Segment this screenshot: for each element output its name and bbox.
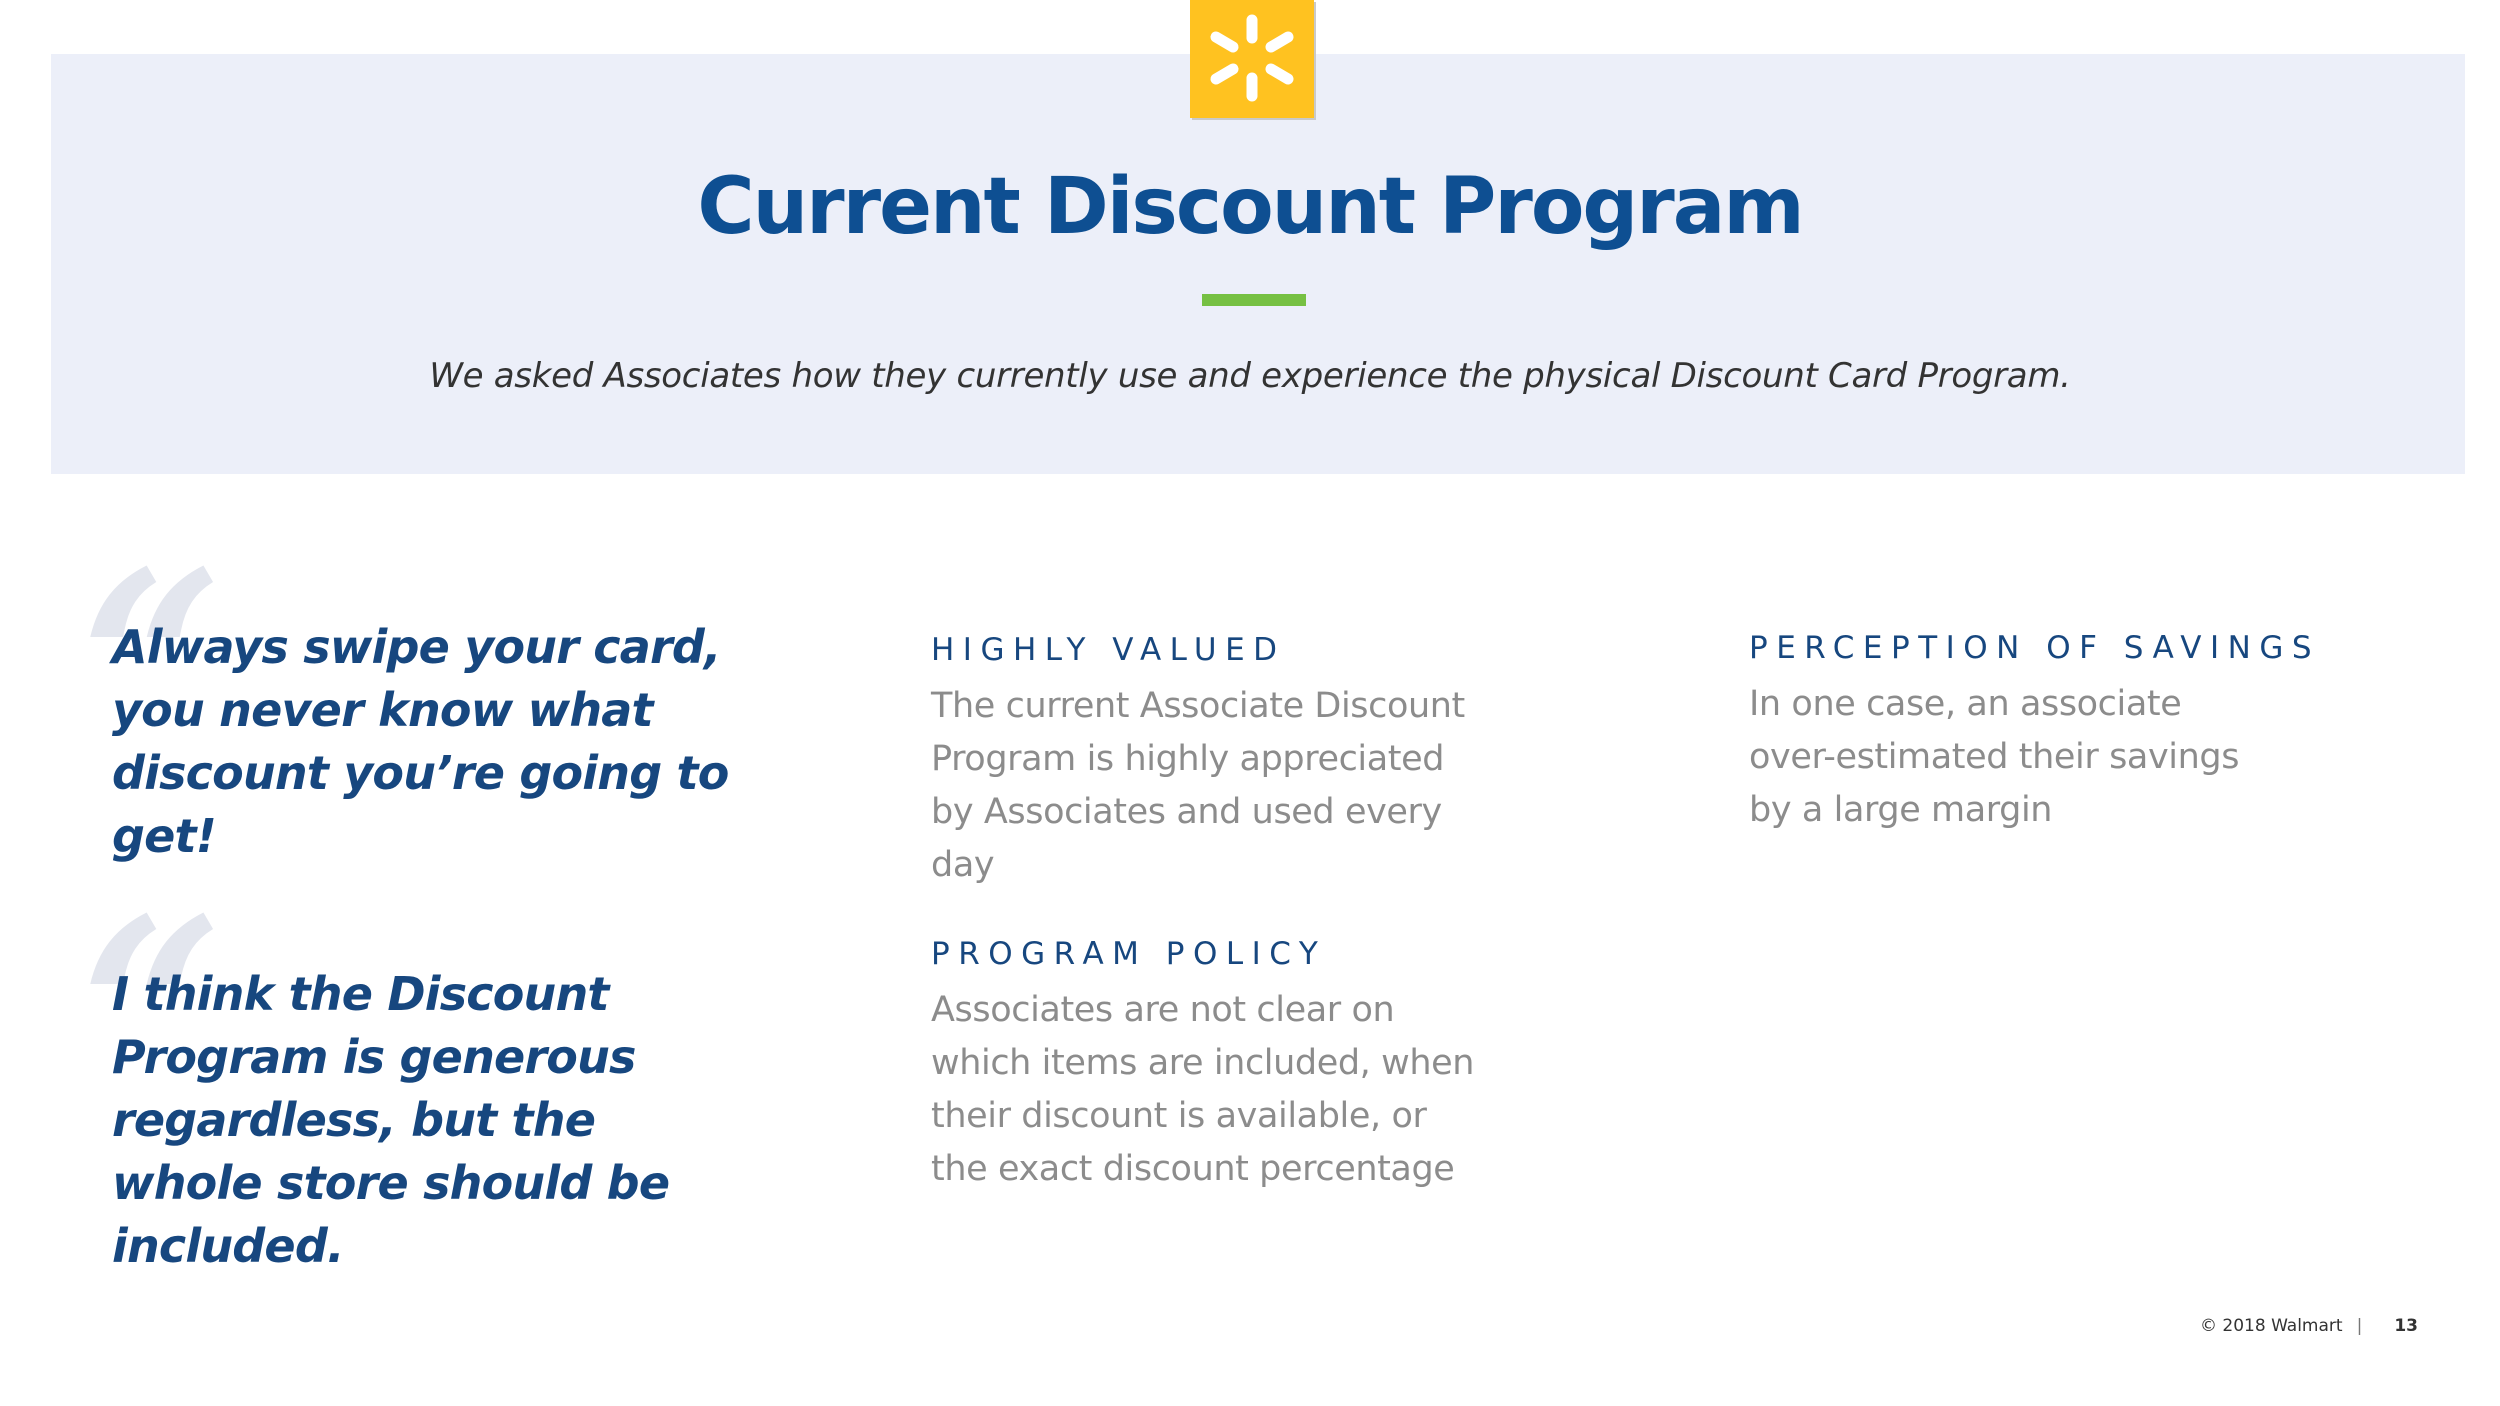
quote-block-1 (80, 516, 760, 868)
quote-mark-icon: “ (80, 516, 224, 810)
finding-program-policy (931, 936, 1491, 1196)
finding-heading: PERCEPTION OF SAVINGS (1749, 630, 2321, 666)
walmart-logo (1190, 0, 1314, 118)
finding-highly-valued (931, 632, 1491, 892)
page-subtitle: We asked Associates how they currently use and experience the physical Discount Card Program. (429, 356, 2071, 396)
quote-mark-icon: “ (80, 863, 224, 1157)
finding-body: In one case, an associate over-estimated their savings by a large margin (1749, 684, 2240, 830)
finding-perception-of-savings (1749, 630, 2321, 837)
quote-text: Always swipe your card, you never know what discount you’re going to get! (112, 620, 729, 863)
page-title: Current Discount Program (697, 162, 1803, 252)
quote-text: I think the Discount Program is generous regardless, but the whole store should be included. (112, 967, 670, 1273)
finding-body: Associates are not clear on which items are included, when their discount is available, or the exact discount percentage (931, 990, 1475, 1189)
walmart-spark-icon (1190, 0, 1314, 118)
copyright-text: © 2018 Walmart (2200, 1316, 2343, 1336)
slide-footer (2200, 1316, 2460, 1336)
page-number: 13 (2394, 1316, 2418, 1336)
finding-heading: PROGRAM POLICY (931, 936, 1327, 972)
finding-heading: HIGHLY VALUED (931, 632, 1286, 668)
quote-block-2 (80, 863, 760, 1278)
footer-separator: | (2356, 1316, 2363, 1336)
finding-body: The current Associate Discount Program is highly appreciated by Associates and used every day (931, 686, 1465, 885)
title-accent-rule (1202, 294, 1306, 306)
